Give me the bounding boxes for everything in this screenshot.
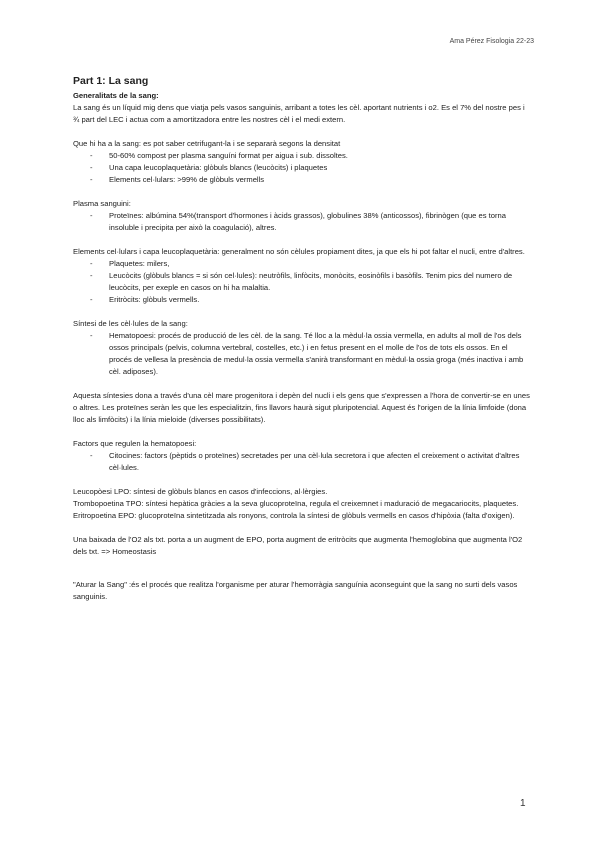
hormone-line: Trombopoetina TPO: síntesi hepàtica gràcies a la seva glucoproteïna, regula el creixemnet i maduració de megacariocits, plaquetes.	[73, 499, 519, 508]
factors-heading: Factors que regulen la hematopoesi:	[73, 439, 197, 448]
homeostasi-text: Una baixada de l'O2 als txt. porta a un augment de EPO, porta augment de eritròcits que augmenta l'hemoglobina que augmenta l'O2 dels txt. => Homeostasis	[73, 535, 523, 556]
composicio-list	[73, 150, 531, 186]
list-item: - 50-60% compost per plasma sanguíni format per aigua i sub. dissoltes.	[73, 150, 531, 162]
list-item: - Elements cel·lulars: >99% de glòbuls vermells	[73, 174, 531, 186]
plasma-heading: Plasma sanguini:	[73, 199, 131, 208]
document-body	[73, 74, 531, 603]
plasma-list	[73, 210, 531, 234]
page-number: 1	[520, 798, 526, 809]
list-item: - Citocines: factors (pèptids o proteïnes) secretades per una cèl·lula secretora i que afecten el creixement o activitat d'altres cèl·lules.	[73, 450, 531, 474]
list-item: - Proteïnes: albúmina 54%(transport d'hormones i àcids grassos), globulines 38% (anticossos), fibrinògen (que es torna insoluble i precipita per això la coagulació), altres.	[73, 210, 531, 234]
generalitats-heading: Generalitats de la sang:	[73, 91, 159, 100]
elements-text: Elements cel·lulars i capa leucoplaquetària: generalment no són cèlules propiament dites, ja que els hi pot faltar el nucli, entre d'altres.	[73, 247, 525, 256]
sintesi-list	[73, 330, 531, 378]
hormone-line: Eritropoetina EPO: glucoproteïna sintetitzada als ronyons, controla la síntesi de glòbuls vermells en casos d'hipòxia (falta d'oxigen).	[73, 511, 515, 520]
list-item: - Hematopoesi: procés de producció de les cèl. de la sang. Té lloc a la mèdul·la ossia vermella, en adults al moll de l'os dels ossos principals (pelvis, columna vertebral, costelles, etc.) i en fetus present en el molle de l'os de tots els ossos. En el procés de vellesa la presència de medul·la ossia vermella s'anirà transformant en mèdul·la ossia groga (més inactiva i amb cèl. adiposes).	[73, 330, 531, 378]
composicio-heading: Que hi ha a la sang: es pot saber cetrifugant-la i se separarà segons la densitat	[73, 139, 341, 148]
list-item: - Plaquetes: milers,	[73, 258, 531, 270]
list-item: - Leucòcits (glòbuls blancs = si són cel·lules): neutròfils, linfòcits, monòcits, eosinòfils i basòfils. Tenim pics del numero de leucòcits, per exeple en casos on hi ha malaltia.	[73, 270, 531, 294]
hormone-line: Leucopòesi LPO: síntesi de glòbuls blancs en casos d'infeccions, al·lèrgies.	[73, 487, 328, 496]
factors-list	[73, 450, 531, 474]
generalitats-text: La sang és un líquid mig dens que viatja pels vasos sanguinis, arribant a totes les cèl. aportant nutrients i o2. Es el 7% del nostre pes i ¾ part del LEC i actua com a amortitzadora entre les nostres cèl i el medi extern.	[73, 103, 525, 124]
sintesi-heading: Síntesi de les cèl·lules de la sang:	[73, 319, 188, 328]
page-title: Part 1: La sang	[73, 75, 149, 87]
page-header: Ama Pérez Fisologia 22-23	[449, 38, 534, 45]
aturar-text: "Aturar la Sang" :és el procés que realitza l'organisme per aturar l'hemorràgia sanguínia aconseguint que la sang no surti dels vasos sanguinis.	[73, 580, 518, 601]
list-item: - Una capa leucoplaquetària: glòbuls blancs (leucòcits) i plaquetes	[73, 162, 531, 174]
list-item: - Eritròcits: glòbuls vermells.	[73, 294, 531, 306]
cel-mare-text: Aquesta síntesies dona a través d'una cèl mare progenitora i depèn del nucli i els gens que s'expressen a l'hora de convertir-se en unes o altres. Les proteïnes seràn les que les especialitzin, fins llavors haurà sigut pluripotencial. Aquest és l'origen de la línia limfoide (dona lloc als limfòcits) i la línia mieloide (diverses possibilitats).	[73, 391, 530, 424]
elements-list	[73, 258, 531, 306]
